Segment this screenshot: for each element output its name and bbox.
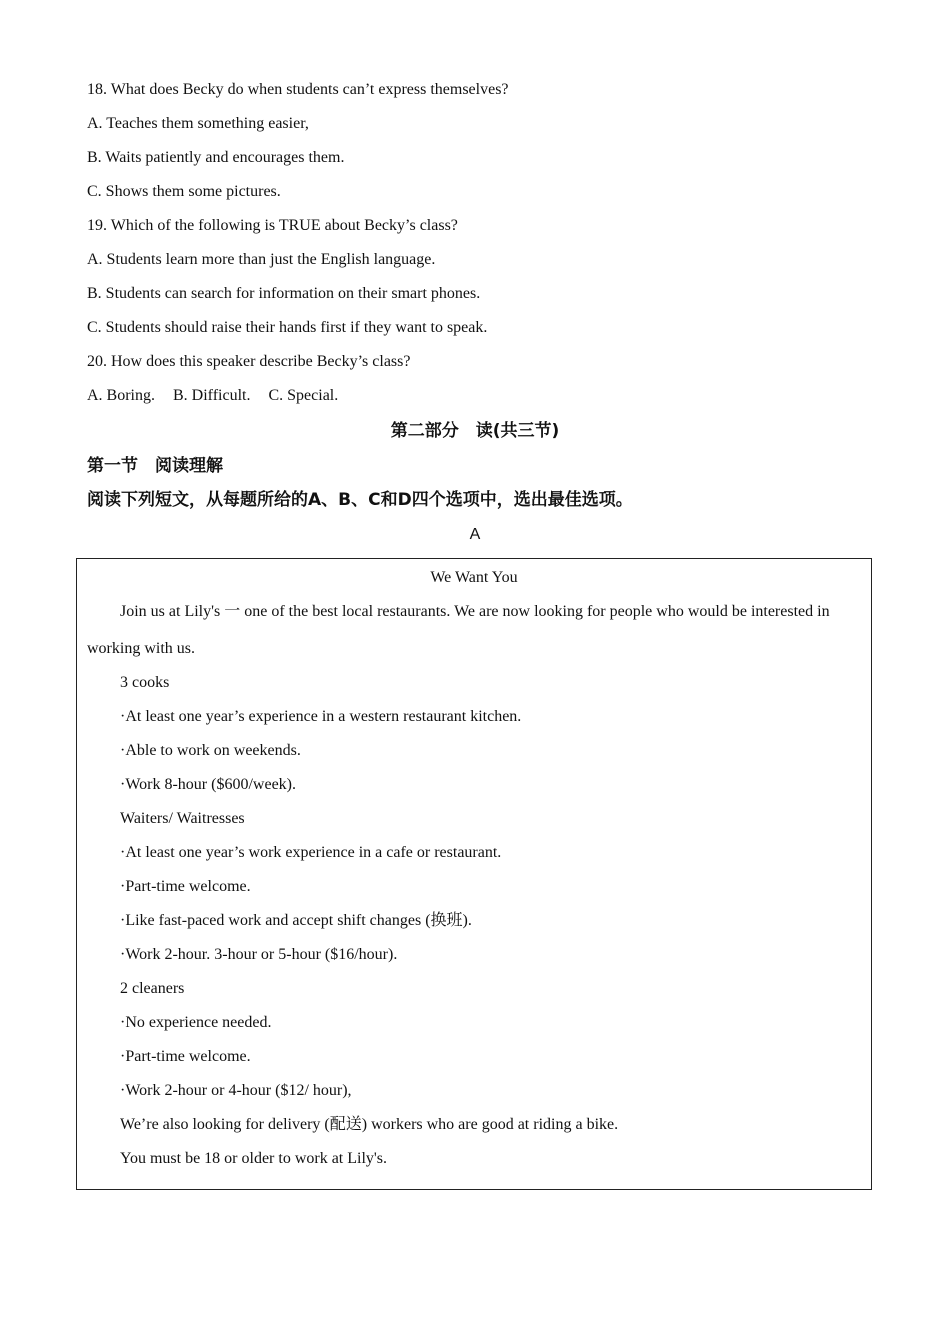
instruction: 阅读下列短文，从每题所给的A、B、C和D四个选项中，选出最佳选项。	[87, 490, 633, 510]
waiters-req-3: ·Like fast-paced work and accept shift changes (换班).	[120, 912, 472, 929]
cleaners-heading: 2 cleaners	[120, 980, 185, 997]
q18-option-c: C. Shows them some pictures.	[87, 183, 281, 200]
q19-option-b: B. Students can search for information on their smart phones.	[87, 285, 481, 302]
cooks-req-1: ·At least one year’s experience in a western restaurant kitchen.	[120, 708, 522, 725]
q20-option-a: A. Boring.	[87, 387, 155, 404]
q20-option-b: B. Difficult.	[173, 387, 251, 404]
q20-option-c: C. Special.	[268, 387, 339, 404]
q18-option-a: A. Teaches them something easier,	[87, 115, 309, 132]
q20-stem: 20. How does this speaker describe Becky’s class?	[87, 353, 411, 370]
part-title: 第二部分 读(共三节)	[390, 421, 560, 441]
cleaners-req-3: ·Work 2-hour or 4-hour ($12/ hour),	[120, 1082, 352, 1099]
cleaners-req-2: ·Part-time welcome.	[120, 1048, 251, 1065]
delivery-note: We’re also looking for delivery (配送) workers who are good at riding a bike.	[120, 1116, 619, 1133]
q18-stem: 18. What does Becky do when students can’t express themselves?	[87, 81, 509, 98]
ad-title: We Want You	[430, 569, 518, 586]
ad-intro-line-1: Join us at Lily's 一 one of the best local restaurants. We are now looking for people who would be interested in	[120, 603, 830, 620]
cooks-heading: 3 cooks	[120, 674, 170, 691]
q19-option-a: A. Students learn more than just the English language.	[87, 251, 436, 268]
q20-options	[87, 386, 338, 406]
q19-stem: 19. Which of the following is TRUE about Becky’s class?	[87, 217, 458, 234]
waiters-req-1: ·At least one year’s work experience in a cafe or restaurant.	[120, 844, 502, 861]
passage-label: A	[469, 526, 481, 543]
age-requirement: You must be 18 or older to work at Lily's.	[120, 1150, 388, 1167]
cooks-req-2: ·Able to work on weekends.	[120, 742, 301, 759]
q19-option-c: C. Students should raise their hands first if they want to speak.	[87, 319, 488, 336]
waiters-req-2: ·Part-time welcome.	[120, 878, 251, 895]
waiters-heading: Waiters/ Waitresses	[120, 810, 245, 827]
q18-option-b: B. Waits patiently and encourages them.	[87, 149, 345, 166]
cleaners-req-1: ·No experience needed.	[120, 1014, 272, 1031]
cooks-req-3: ·Work 8-hour ($600/week).	[120, 776, 296, 793]
job-ad-box	[76, 558, 872, 1190]
ad-intro-line-2: working with us.	[87, 640, 195, 657]
subsection-title: 第一节 阅读理解	[87, 456, 223, 476]
waiters-req-4: ·Work 2-hour. 3-hour or 5-hour ($16/hour).	[120, 946, 398, 963]
